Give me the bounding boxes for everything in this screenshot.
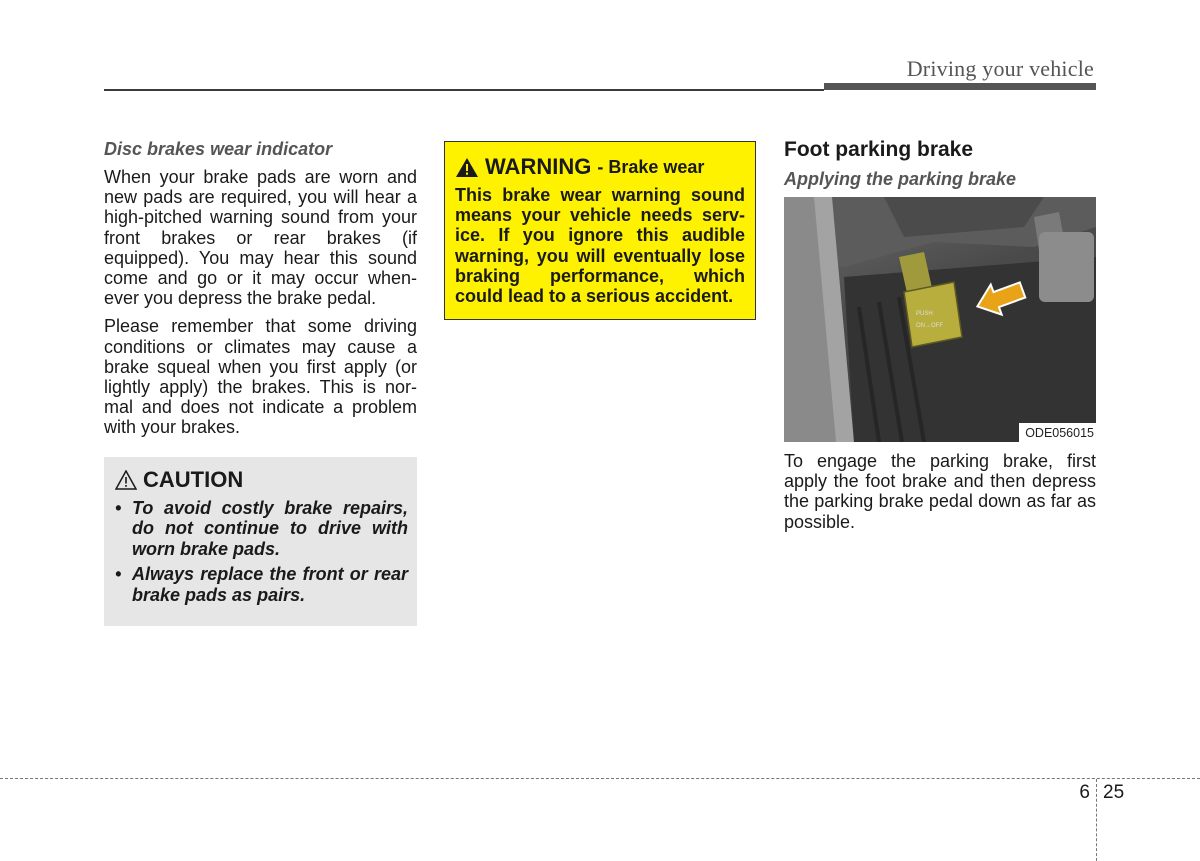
warning-triangle-icon xyxy=(455,157,479,178)
caution-title: CAUTION xyxy=(143,466,244,492)
caution-triangle-icon xyxy=(115,470,137,490)
caution-list xyxy=(115,498,408,606)
paragraph: Please remember that some driving conditions or climates may cause a brake squeal when you first apply (or lightly apply) the brakes. This is nor-mal and does not indicate a problem with your brakes. xyxy=(104,316,417,438)
warning-header xyxy=(455,154,745,180)
caution-item: • To avoid costly brake repairs, do not continue to drive with worn brake pads. xyxy=(115,498,408,560)
warning-box xyxy=(444,141,756,320)
caution-header xyxy=(115,467,408,493)
disc-brakes-subheading: Disc brakes wear indicator xyxy=(104,139,333,159)
applying-parking-brake-subheading: Applying the parking brake xyxy=(784,169,1017,189)
header-rule-accent xyxy=(824,83,1096,90)
right-column xyxy=(784,138,1096,540)
left-column xyxy=(104,138,417,626)
warning-title: WARNING xyxy=(485,154,592,179)
parking-brake-photo xyxy=(784,197,1096,442)
warning-text: This brake wear warning sound means your vehicle needs serv-ice. If you ignore this audible warning, you will eventually lose braking performance, which could lead to a serious accident. xyxy=(455,185,745,307)
figure-code: ODE056015 xyxy=(1019,423,1096,442)
warning-subtitle: - Brake wear xyxy=(597,156,705,177)
caution-box xyxy=(104,457,417,627)
running-header-title: Driving your vehicle xyxy=(906,56,1094,81)
pedal-label-on-off: ON→OFF xyxy=(916,323,943,329)
chapter-number: 6 xyxy=(1079,782,1090,803)
middle-column xyxy=(444,138,756,320)
pedal-label-push: PUSH xyxy=(916,311,933,317)
page-number: 25 xyxy=(1103,782,1125,803)
header-rule xyxy=(104,89,824,91)
parking-brake-illustration xyxy=(784,197,1096,442)
foot-parking-brake-heading: Foot parking brake xyxy=(784,138,974,161)
paragraph: When your brake pads are worn and new pads are required, you will hear a high-pitched warning sound from your front brakes or rear brakes (if equipped). You may hear this sound come and go or it may occur when-ever you depress the brake pedal. xyxy=(104,167,417,309)
footer-divider xyxy=(1096,779,1097,861)
footer-rule xyxy=(0,778,1200,779)
paragraph: To engage the parking brake, first apply the foot brake and then depress the parking brake pedal down as far as possible. xyxy=(784,451,1096,532)
caution-item: • Always replace the front or rear brake pads as pairs. xyxy=(115,564,408,605)
